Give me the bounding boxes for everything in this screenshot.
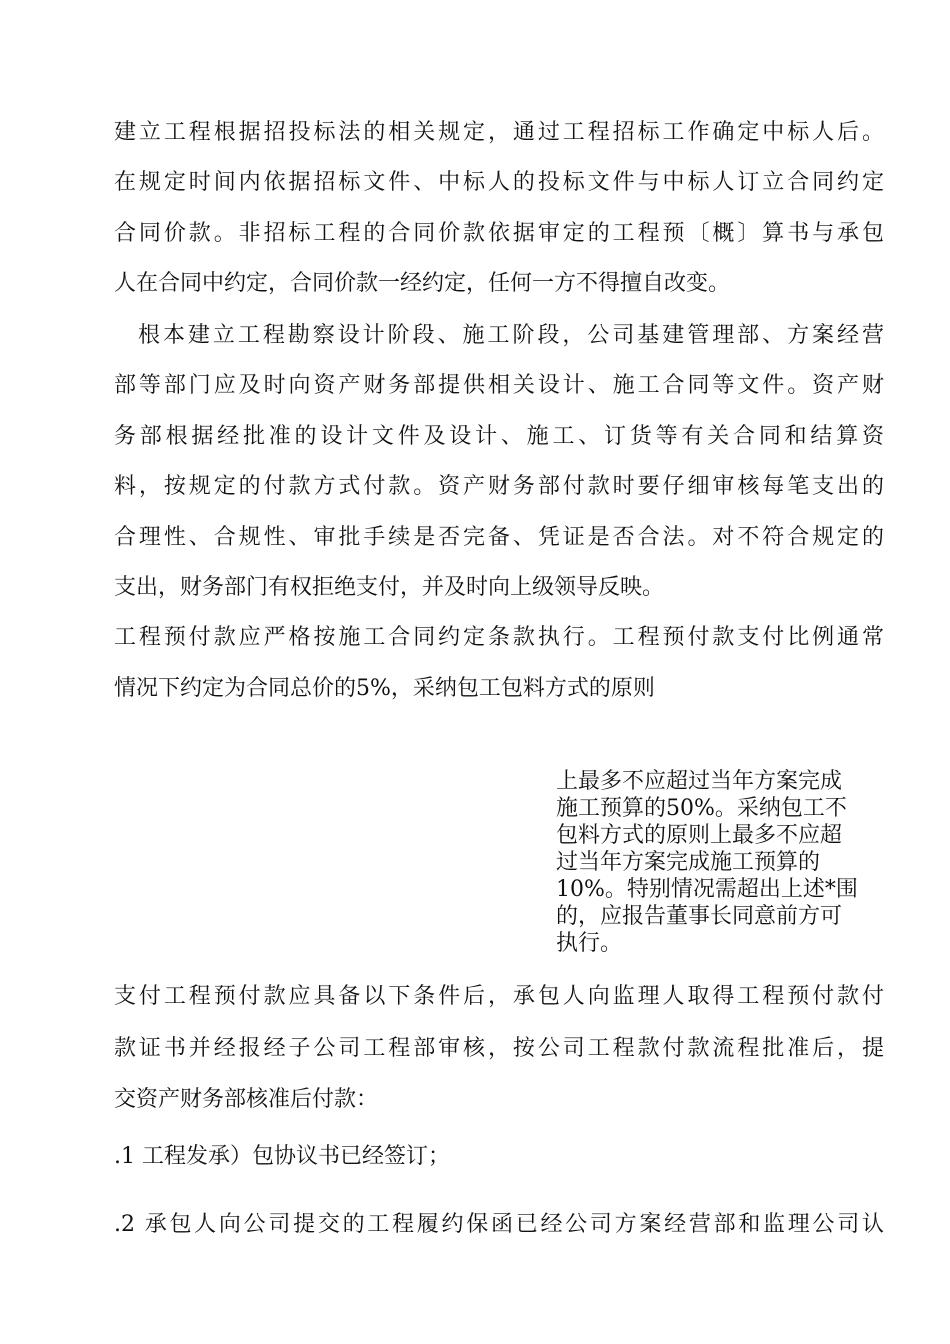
paragraph-4-line-1: 支付工程预付款应具备以下条件后，承包人向监理人取得工程预付款付: [114, 984, 884, 1009]
paragraph-1-line-1: 建立工程根据招投标法的相关规定，通过工程招标工作确定中标人后。: [114, 120, 884, 145]
paragraph-2-line-1: 根本建立工程勘察设计阶段、施工阶段，公司基建管理部、方案经营: [138, 323, 884, 348]
list-item-2: .2 承包人向公司提交的工程履约保函已经公司方案经营部和监理公司认: [114, 1212, 884, 1237]
paragraph-4-line-3: 交资产财务部核准后付款：: [114, 1087, 379, 1112]
paragraph-3-line-2: 情况下约定为合同总价的5%，采纳包工包料方式的原则: [114, 676, 655, 701]
paragraph-1-line-2: 在规定时间内依据招标文件、中标人的投标文件与中标人订立合同约定: [114, 170, 884, 195]
text-box-line-7: 执行。: [556, 931, 623, 956]
text-box-line-3: 包料方式的原则上最多不应超: [556, 823, 843, 848]
paragraph-2-line-3: 务部根据经批准的设计文件及设计、施工、订货等有关合同和结算资: [114, 424, 884, 449]
text-box-line-2: 施工预算的50%。采纳包工不: [556, 796, 847, 821]
paragraph-3-line-1: 工程预付款应严格按施工合同约定条款执行。工程预付款支付比例通常: [114, 625, 884, 650]
text-box-line-1: 上最多不应超过当年方案完成: [556, 769, 843, 794]
paragraph-2-line-4: 料，按规定的付款方式付款。资产财务部付款时要仔细审核每笔支出的: [114, 474, 884, 499]
list-item-1: .1 工程发承）包协议书已经签订；: [114, 1144, 450, 1169]
paragraph-4-line-2: 款证书并经报经子公司工程部审核，按公司工程款付款流程批准后，提: [114, 1036, 884, 1061]
paragraph-1-line-3: 合同价款。非招标工程的合同价款依据审定的工程预〔概〕算书与承包: [114, 221, 884, 246]
text-box-line-4: 过当年方案完成施工预算的: [556, 850, 821, 875]
paragraph-1-line-4: 人在合同中约定，合同价款一经约定，任何一方不得擅自改变。: [114, 271, 731, 296]
paragraph-2-line-2: 部等部门应及时向资产财务部提供相关设计、施工合同等文件。资产财: [114, 373, 884, 398]
text-box-line-6: 的，应报告董事长同意前方可: [556, 904, 843, 929]
text-box-line-5: 10%。特别情况需超出上述*围: [556, 877, 858, 902]
paragraph-2-line-5: 合理性、合规性、审批手续是否完备、凭证是否合法。对不符合规定的: [114, 525, 884, 550]
paragraph-2-line-6: 支出，财务部门有权拒绝支付，并及时向上级领导反映。: [114, 575, 665, 600]
